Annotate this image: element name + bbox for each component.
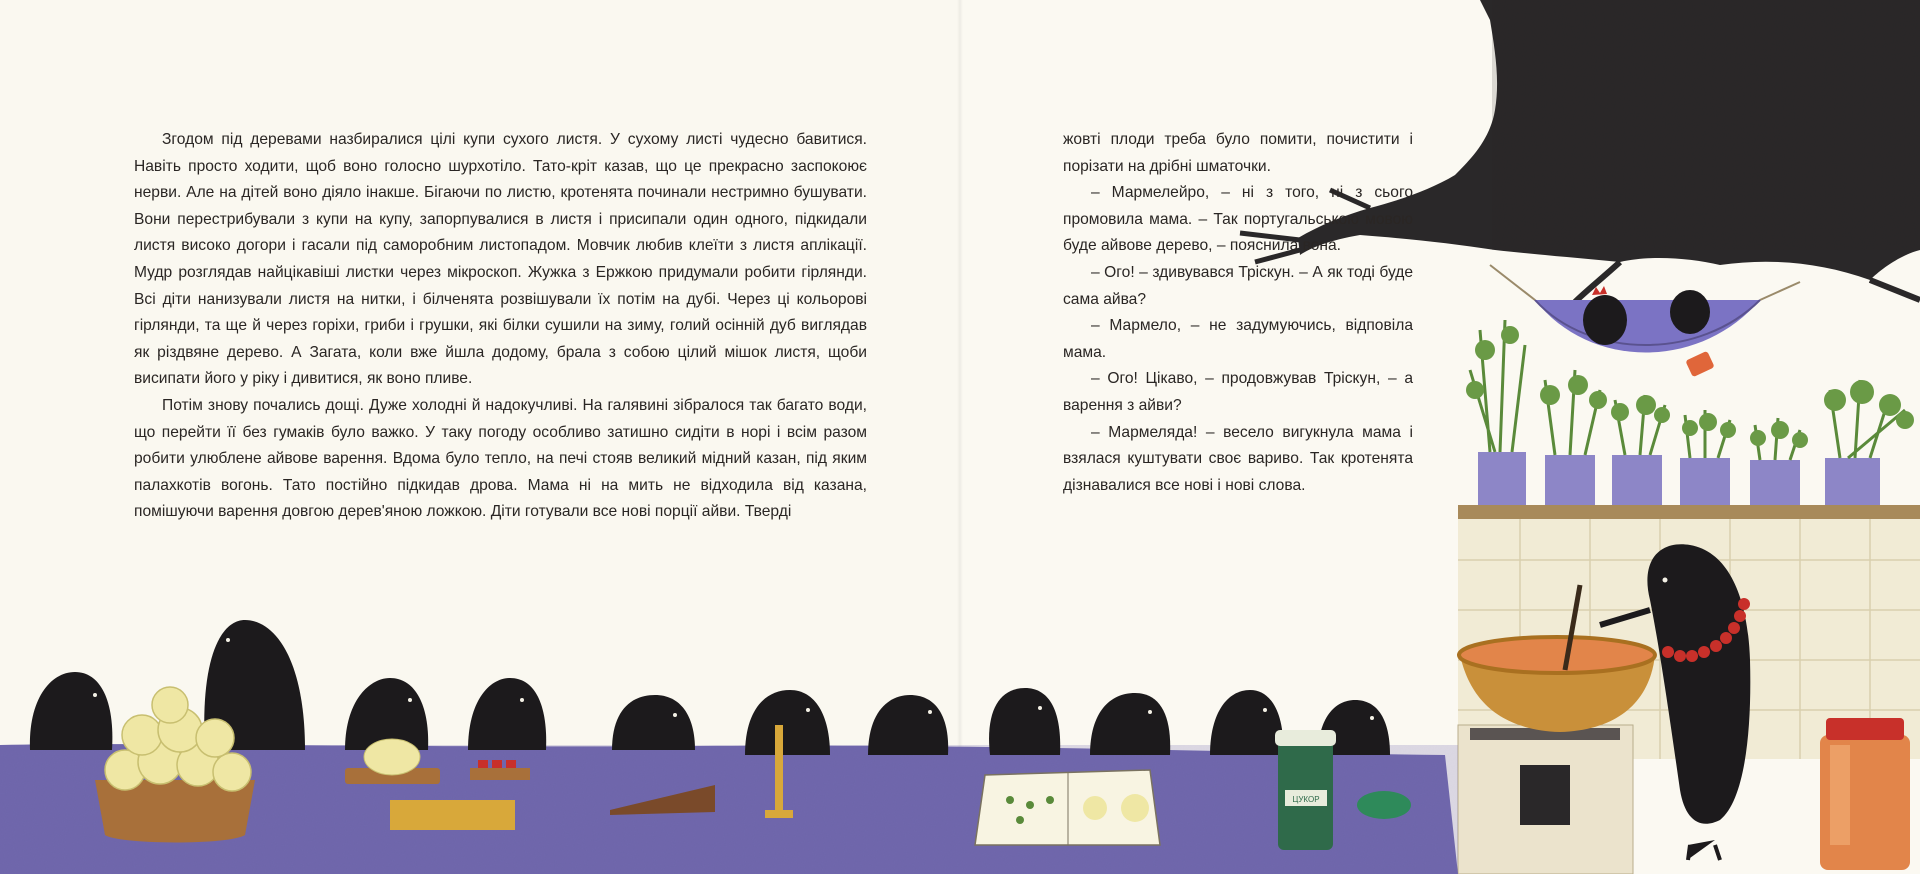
jam-jar — [1820, 718, 1910, 870]
recipe-book — [975, 770, 1160, 845]
right-paragraph-6: – Мармелядa! – весело вигукнула мама і взялася куштувати своє варивo. Так кротенята дізнавалися все нові і нові слова. — [1063, 423, 1413, 494]
right-paragraph-5: – Ого! Цікаво, – продовжував Тріскун, – а варення з айви? — [1063, 370, 1413, 414]
stove — [1458, 725, 1633, 874]
right-paragraph-3: – Ого! – здивувався Тріскун. – А як тоді буде сама айва? — [1063, 263, 1413, 308]
right-page-text — [1063, 127, 1413, 499]
right-paragraph-4: – Мармело, – не задумуючись, відповіла мама. — [1063, 317, 1413, 361]
right-paragraph-2: – Мармелейро, – ні з того, ні з сього промовила мама. – Так португальською мовою буде айвове дерево, – пояснила вона. — [1063, 184, 1413, 255]
left-paragraph-1: Згодом під деревами назбиралися цілі купи сухого листя. У сухому листі чудесно бавитися. Навіть просто ходити, щоб воно голосно шурхотіло. Тато-кріт казав, що це прекрасно заспокоює нерви. Але на дітей воно діяло інакше. Бігаючи по листю, кротенята починали нестримно бушувати. Вони перестрибували з купи на купу, запорпувалися в листя і присипали один одного, підкидали листя високо догори і гасали під саморобним листопадом. Мовчик любив клеїти з листя аплікації. Мудр розглядав найцікавіші листки через мікроскоп. Жужка з Ержкою придумали робити гірлянди. Всі діти нанизували листя на нитки, і білченята розвішували їх потім на дубі. Через ці кольорові гірлянди, та ще й через горіхи, гриби і грушки, які білки сушили на зиму, голий осінній дуб виглядав як різдвяне дерево. А Загата, коли вже йшла додому, брала з собою цілий мішок листя, щоби висипати його у ріку і дивитися, як воно пливе. — [134, 131, 867, 388]
left-paragraph-2: Потім знову почались дощі. Дуже холодні й надокучливі. На галявині зібралося так багато води, що перейти її без гумаків було важко. У таку погоду особливо затишно сидіти в норі і всім разом робити улюблене айвове варення. Вдома було тепло, на печі стояв великий мідний казан, під яким палахкотів вогонь. Тато постійно підкидав дрова. Мама ні на мить не відходила від казана, помішуючи варення довгою дерев'яною ложкою. Діти готували все нові порції айви. Тверді — [134, 396, 867, 521]
left-page-text — [134, 127, 867, 526]
hammock — [1490, 265, 1800, 377]
sugar-jar-label: ЦУКОР — [1292, 795, 1320, 804]
right-paragraph-1: жовті плоди треба було помити, почистити і порізати на дрібні шматочки. — [1063, 131, 1413, 175]
green-lid — [1357, 791, 1411, 819]
herb-pots — [1458, 320, 1920, 519]
sugar-jar — [1275, 730, 1336, 850]
